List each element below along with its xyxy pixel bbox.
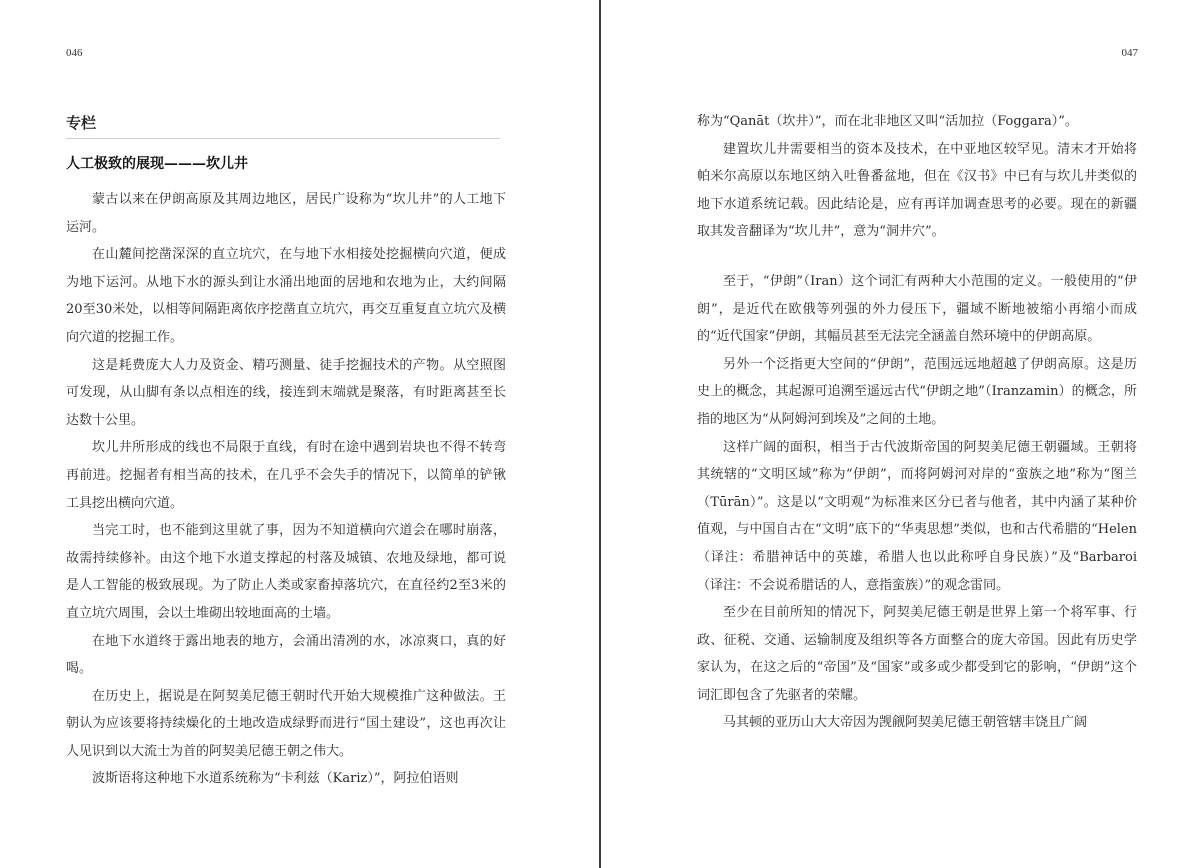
paragraph: 在山麓间挖凿深深的直立坑穴，在与地下水相接处挖掘横向穴道，便成为地下运河。从地下水的源头到让水涌出地面的居地和农地为止，大约间隔20至30米处，以相等间隔距离依序挖凿直立坑穴，再交互重复直立坑穴及横向穴道的挖掘工作。 xyxy=(66,247,506,345)
paragraph: 坎儿井所形成的线也不局限于直线，有时在途中遇到岩块也不得不转弯再前进。挖掘者有相当高的技术，在几乎不会失手的情况下，以简单的铲锹工具挖出横向穴道。 xyxy=(66,440,506,511)
section-gap xyxy=(697,246,1137,268)
page-body xyxy=(697,108,1137,737)
paragraph: 在地下水道终于露出地表的地方，会涌出清冽的水，冰凉爽口，真的好喝。 xyxy=(66,633,506,677)
right-page xyxy=(601,0,1200,868)
paragraph: 波斯语将这种地下水道系统称为“卡利兹（Kariz）”，阿拉伯语则 xyxy=(92,771,459,787)
paragraph: 这是耗费庞大人力及资金、精巧测量、徒手挖掘技术的产物。从空照图可发现，从山脚有条以点相连的线，接连到末端就是聚落，有时距离甚至长达数十公里。 xyxy=(66,357,506,428)
paragraph: 另外一个泛指更大空间的“伊朗”，范围远远地超越了伊朗高原。这是历史上的概念，其起源可追溯至遥远古代“伊朗之地”（Iranzamin）的概念，所指的地区为“从阿姆河到埃及”之间的土地。 xyxy=(697,356,1137,427)
paragraph: 称为“Qanāt（坎井）”，而在北非地区又叫“活加拉（Foggara）”。 xyxy=(697,114,1078,129)
paragraph: 这样广阔的面积，相当于古代波斯帝国的阿契美尼德王朝疆域。王朝将其统辖的“文明区域”称为“伊朗”，而将阿姆河对岸的“蛮族之地”称为“图兰（Tūrān）”。这是以“文明观”为标准来区分已者与他者，其中内涵了某种价值观，与中国自古在“文明”底下的“华夷思想”类似，也和古代希腊的“Helen（译注：希腊神话中的英雄，希腊人也以此称呼自身民族）”及“Barbaroi（译注：不会说希腊话的人，意指蛮族）”的观念雷同。 xyxy=(697,439,1137,593)
paragraph: 至少在目前所知的情况下，阿契美尼德王朝是世界上第一个将军事、行政、征税、交通、运输制度及组织等各方面整合的庞大帝国。因此有历史学家认为，在这之后的“帝国”及“国家”或多或少都受到它的影响，“伊朗”这个词汇即包含了先驱者的荣耀。 xyxy=(697,605,1137,703)
paragraph: 当完工时，也不能到这里就了事，因为不知道横向穴道会在哪时崩落，故需持续修补。由这个地下水道支撑起的村落及城镇、农地及绿地，都可说是人工智能的极致展现。为了防止人类或家畜掉落坑穴，在直径约2至3米的直立坑穴周围，会以土堆砌出较地面高的土墙。 xyxy=(66,523,506,621)
paragraph: 马其顿的亚历山大大帝因为觊觎阿契美尼德王朝管辖丰饶且广阔 xyxy=(723,715,1088,731)
divider xyxy=(66,138,500,139)
article-body xyxy=(66,186,506,793)
paragraph: 建置坎儿井需要相当的资本及技术，在中亚地区较罕见。清末才开始将帕米尔高原以东地区纳入吐鲁番盆地，但在《汉书》中已有与坎儿井类似的地下水道系统记载。因此结论是，应有再详加调查思考的必要。现在的新疆取其发音翻译为“坎儿井”，意为“洞井穴”。 xyxy=(697,141,1137,240)
left-page xyxy=(0,0,599,868)
page-number: 047 xyxy=(1121,47,1138,59)
paragraph: 至于，“伊朗”（Iran）这个词汇有两种大小范围的定义。一般使用的“伊朗”，是近代在欧俄等列强的外力侵压下，疆域不断地被缩小再缩小而成的“近代国家”伊朗，其幅员甚至无法完全涵盖自然环境中的伊朗高原。 xyxy=(697,273,1137,345)
paragraph: 在历史上，据说是在阿契美尼德王朝时代开始大规模推广这种做法。王朝认为应该要将持续燥化的土地改造成绿野而进行“国土建设”，这也再次让人见识到以大流士为首的阿契美尼德王朝之伟大。 xyxy=(66,688,506,759)
page-number: 046 xyxy=(66,47,83,59)
column-label: 专栏 xyxy=(66,114,97,132)
article-title: 人工极致的展现———坎儿井 xyxy=(66,156,248,172)
paragraph: 蒙古以来在伊朗高原及其周边地区，居民广设称为“坎儿井”的人工地下运河。 xyxy=(66,192,506,235)
